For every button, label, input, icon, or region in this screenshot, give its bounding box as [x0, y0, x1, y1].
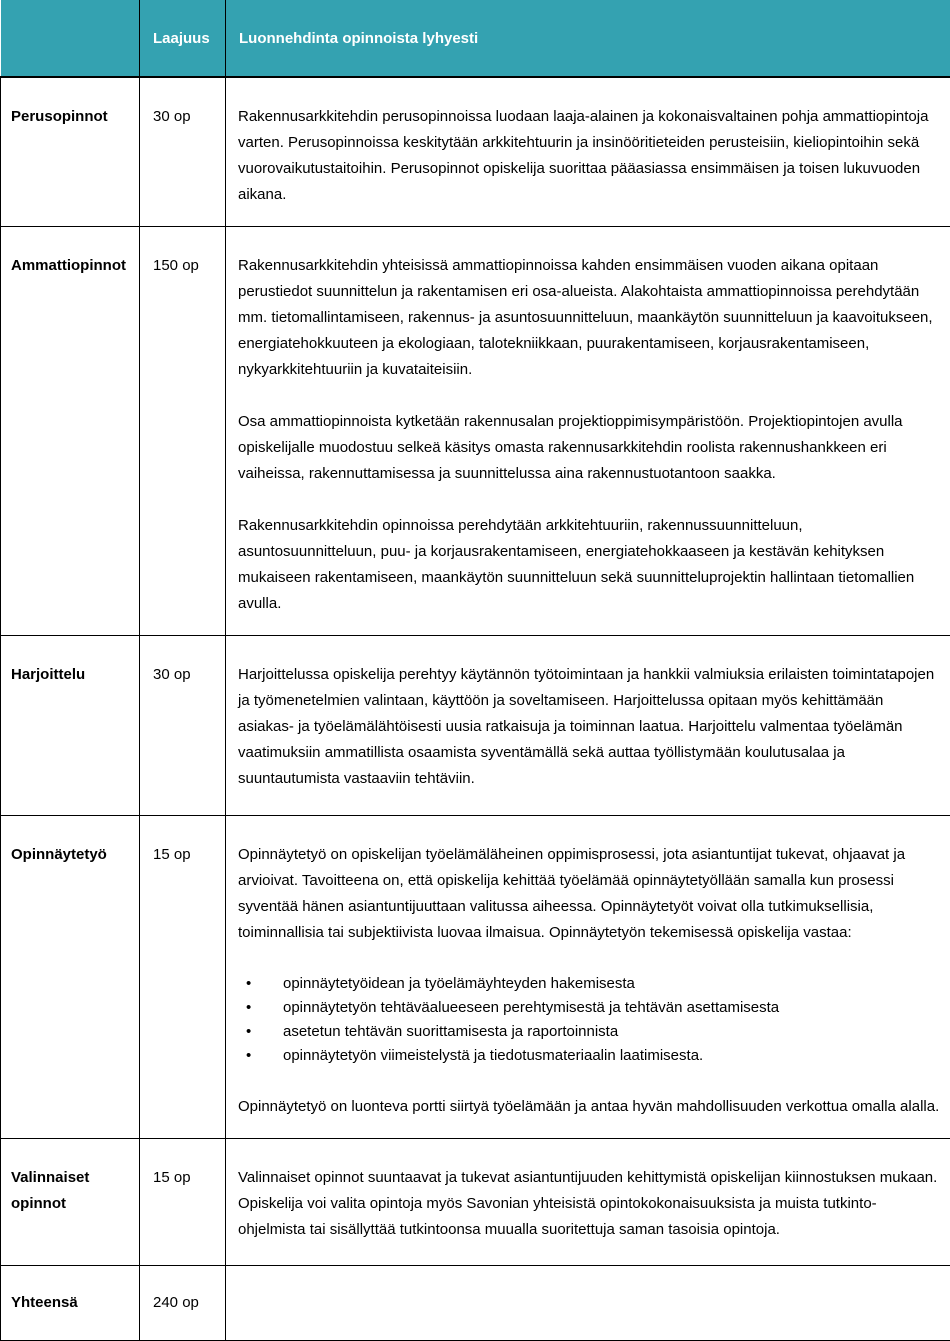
row-credits: 150 op — [140, 227, 226, 636]
row-description — [226, 77, 950, 227]
header-cell-laajuus: Laajuus — [140, 0, 226, 77]
row-description — [226, 636, 950, 816]
row-label: Perusopinnot — [1, 77, 140, 227]
description-bullet-list — [238, 972, 940, 1068]
table-row — [1, 816, 950, 1139]
description-paragraph: Opinnäytetyö on opiskelijan työelämäläheinen oppimisprosessi, jota asiantuntijat tukevat, ohjaavat ja arvioivat. Tavoitteena on, että opiskelija kehittää työelämää opinnäytetyöllään samalla kun prosessi syventää hänen asiantuntijuuttaan valitussa aiheessa. Opinnäytetyöt voivat olla tutkimuksellisia, toiminnallisia tai subjektiivista luovaa ilmaisua. Opinnäytetyön tekemisessä opiskelija vastaa: — [238, 842, 940, 946]
description-paragraph: Osa ammattiopinnoista kytketään rakennusalan projektioppimisympäristöön. Projektiopintojen avulla opiskelijalle muodostuu selkeä käsitys omasta rakennusarkkitehdin roolista rakennushankkeen eri vaiheissa, rakennuttamisessa ja suunnittelussa aina rakennustuotantoon saakka. — [238, 409, 940, 487]
row-label: Ammattiopinnot — [1, 227, 140, 636]
row-credits: 15 op — [140, 816, 226, 1139]
header-cell-category — [1, 0, 140, 77]
row-label: Yhteensä — [1, 1266, 140, 1341]
row-credits: 240 op — [140, 1266, 226, 1341]
table-row — [1, 77, 950, 227]
description-paragraph: Rakennusarkkitehdin yhteisissä ammattiopinnoissa kahden ensimmäisen vuoden aikana opitaan perustiedot suunnittelun ja rakentamisen eri osa-alueista. Alakohtaista ammattiopinnoissa perehdytään mm. tietomallintamiseen, rakennus- ja asuntosuunnitteluun, maankäytön suunnitteluun ja kaavoitukseen, energiatehokkuuteen ja ekologiaan, talotekniikkaan, puurakentamiseen, korjausrakentamiseen, nykyarkkitehtuuriin ja kuvataiteisiin. — [238, 253, 940, 383]
description-paragraph: Rakennusarkkitehdin perusopinnoissa luodaan laaja-alainen ja kokonaisvaltainen pohja ammattiopintoja varten. Perusopinnoissa keskitytään arkkitehtuurin ja insinööritieteiden perusteisiin, kieliopintoihin sekä vuorovaikutustaitoihin. Perusopinnot opiskelija suorittaa pääasiassa ensimmäisen ja toisen lukuvuoden aikana. — [238, 104, 940, 208]
table-header — [1, 0, 950, 77]
description-paragraph: Harjoittelussa opiskelija perehtyy käytännön työtoimintaan ja hankkii valmiuksia erilaisten toimintatapojen ja työmenetelmien valintaan, käyttöön ja soveltamiseen. Harjoittelussa opitaan myös kehittämään asiakas- ja työelämälähtöisesti uusia ratkaisuja ja toiminnan laatua. Harjoittelu valmentaa työelämän vaatimuksiin ammatillista osaamista syventämällä sekä auttaa työllistymään koulutusalaa ja suuntautumista vastaaviin tehtäviin. — [238, 662, 940, 792]
header-row — [1, 0, 950, 77]
table-row — [1, 1139, 950, 1266]
bullet-item: • opinnäytetyön tehtäväalueeseen perehtymisestä ja tehtävän asettamisesta — [238, 996, 940, 1020]
row-description — [226, 1266, 950, 1341]
row-description — [226, 816, 950, 1139]
row-label: Opinnäytetyö — [1, 816, 140, 1139]
table-row — [1, 636, 950, 816]
description-paragraph: Valinnaiset opinnot suuntaavat ja tukevat asiantuntijuuden kehittymistä opiskelijan kiinnostuksen mukaan. Opiskelija voi valita opintoja myös Savonian yhteisistä opintokokonaisuuksista ja muista tutkinto-ohjelmista tai sisällyttää tutkintoonsa muualla suoritettuja saman tasoisia opintoja. — [238, 1165, 940, 1243]
table-row — [1, 1266, 950, 1341]
table-body — [1, 77, 950, 1341]
bullet-item: • opinnäytetyön viimeistelystä ja tiedotusmateriaalin laatimisesta. — [238, 1044, 940, 1068]
row-description — [226, 1139, 950, 1266]
bullet-item: • asetetun tehtävän suorittamisesta ja raportoinnista — [238, 1020, 940, 1044]
description-paragraph: Opinnäytetyö on luonteva portti siirtyä työelämään ja antaa hyvän mahdollisuuden verkottua omalla alalla. — [238, 1094, 940, 1120]
row-label: Harjoittelu — [1, 636, 140, 816]
row-label: Valinnaiset opinnot — [1, 1139, 140, 1266]
row-credits: 15 op — [140, 1139, 226, 1266]
row-credits: 30 op — [140, 636, 226, 816]
row-credits: 30 op — [140, 77, 226, 227]
row-description — [226, 227, 950, 636]
header-cell-description: Luonnehdinta opinnoista lyhyesti — [226, 0, 950, 77]
description-paragraph: Rakennusarkkitehdin opinnoissa perehdytään arkkitehtuuriin, rakennussuunnitteluun, asuntosuunnitteluun, puu- ja korjausrakentamiseen, energiatehokkaaseen ja kestävän kehityksen mukaiseen rakentamiseen, maankäytön suunnitteluun sekä suunnitteluprojektin hallintaan tietomallien avulla. — [238, 513, 940, 617]
bullet-item: • opinnäytetyöidean ja työelämäyhteyden hakemisesta — [238, 972, 940, 996]
table-row — [1, 227, 950, 636]
